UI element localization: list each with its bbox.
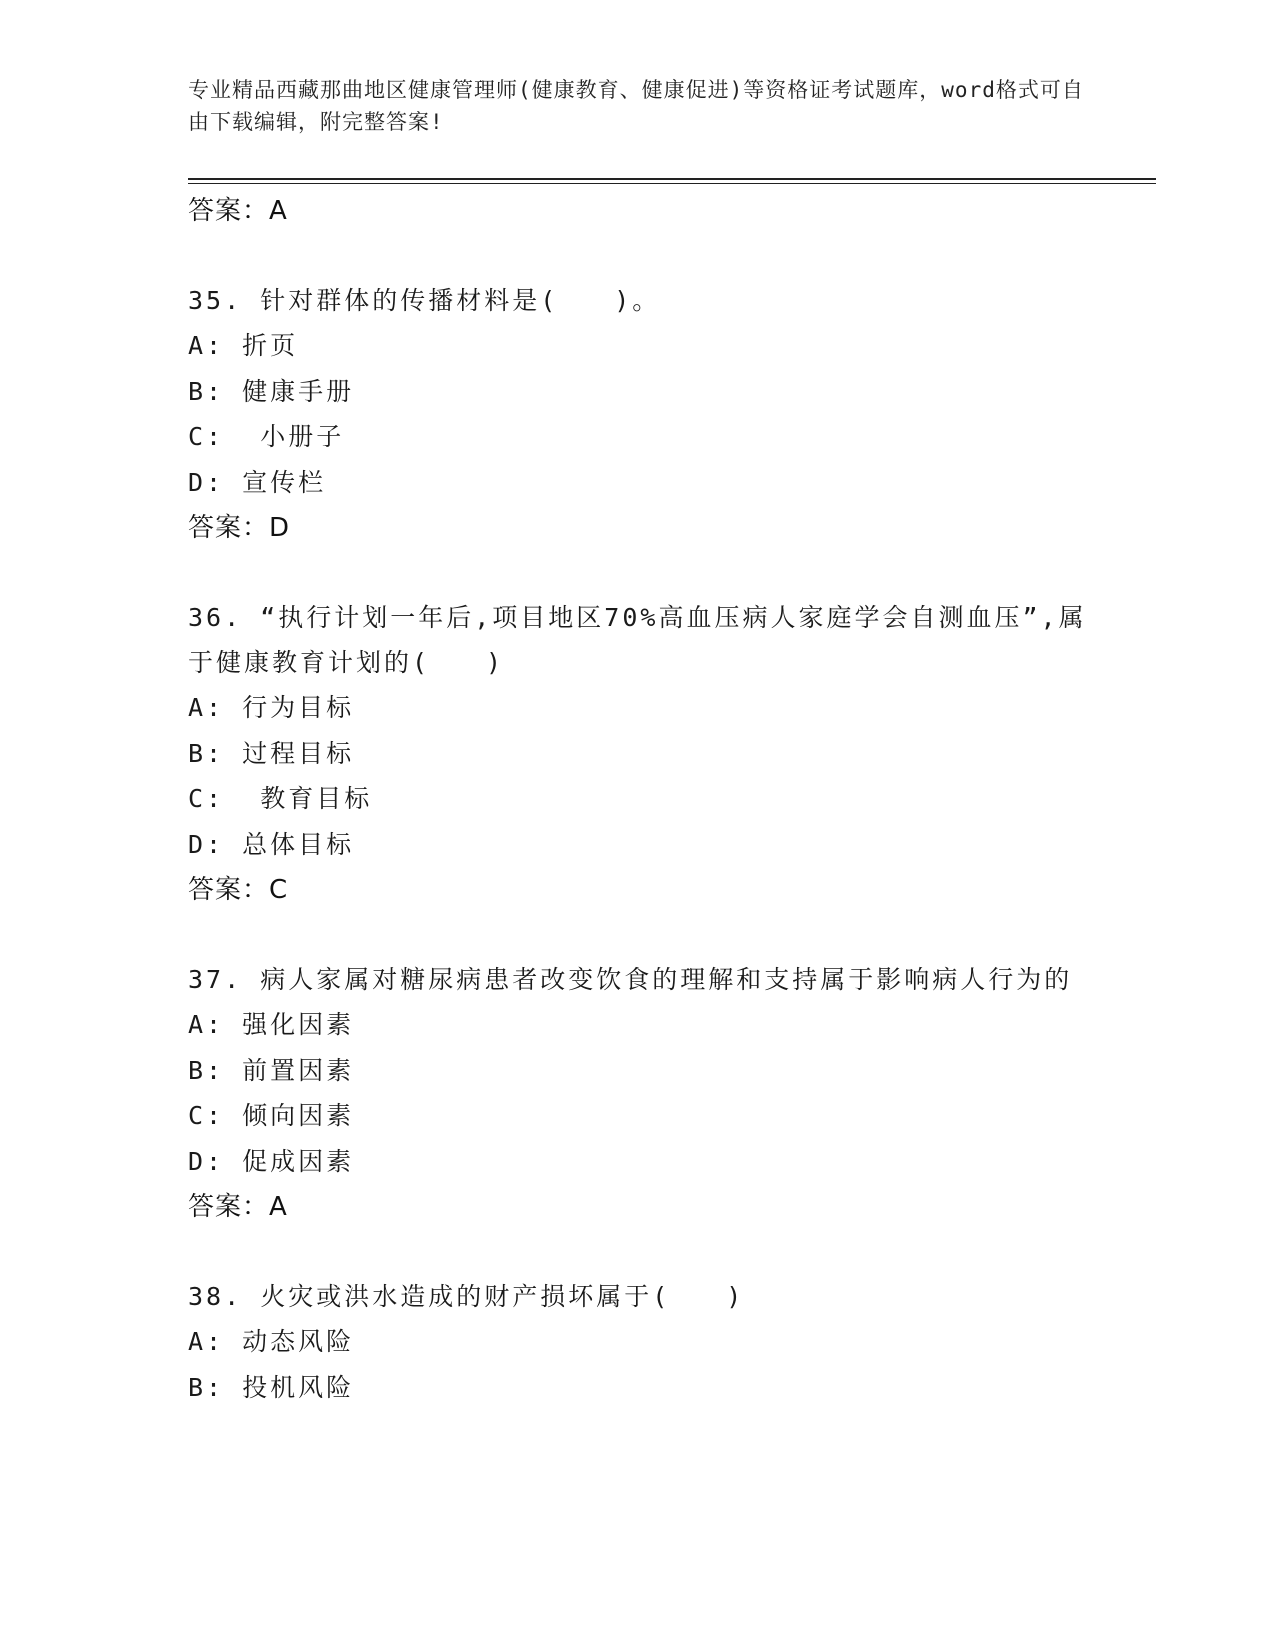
answer-line: 答案：A (188, 196, 288, 226)
answer-option: D: 总体目标 (188, 829, 355, 859)
answer-line: 答案：D (188, 513, 291, 543)
answer-option: D: 宣传栏 (188, 467, 327, 497)
question-stem: 37. 病人家属对糖尿病患者改变饮食的理解和支持属于影响病人行为的 (188, 965, 1073, 994)
answer-option: B: 投机风险 (188, 1372, 355, 1402)
answer-option: C: 倾向因素 (188, 1101, 355, 1130)
answer-option: B: 过程目标 (188, 738, 355, 768)
answer-option: B: 健康手册 (188, 376, 355, 406)
answer-option: A: 动态风险 (188, 1327, 355, 1356)
question-stem: 38. 火灾或洪水造成的财产损坏属于( ) (188, 1282, 745, 1311)
answer-option: C: 小册子 (188, 422, 345, 451)
question-block (188, 595, 1088, 913)
question-stem: 36. “执行计划一年后,项目地区70%高血压病人家庭学会自测血压”,属于健康教育计划的( ) (188, 603, 1087, 677)
question-block (188, 1274, 1088, 1410)
header-rule-thick (188, 178, 1156, 180)
question-block (188, 957, 1088, 1230)
answer-line: 答案：A (188, 1192, 288, 1222)
question-stem: 35. 针对群体的传播材料是( )。 (188, 286, 661, 315)
question-list (188, 188, 1088, 1410)
document-header: 专业精品西藏那曲地区健康管理师(健康教育、健康促进)等资格证考试题库，word格式可自由下载编辑，附完整答案! (188, 78, 1084, 134)
header-rule-thin (188, 183, 1156, 184)
question-block (188, 278, 1088, 551)
answer-option: A: 折页 (188, 331, 299, 360)
answer-option: D: 促成因素 (188, 1146, 355, 1176)
answer-line: 答案：C (188, 875, 289, 905)
answer-option: C: 教育目标 (188, 784, 373, 813)
answer-option: A: 强化因素 (188, 1010, 355, 1039)
questions-container (188, 278, 1088, 1410)
answer-option: A: 行为目标 (188, 693, 355, 722)
answer-option: B: 前置因素 (188, 1055, 355, 1085)
